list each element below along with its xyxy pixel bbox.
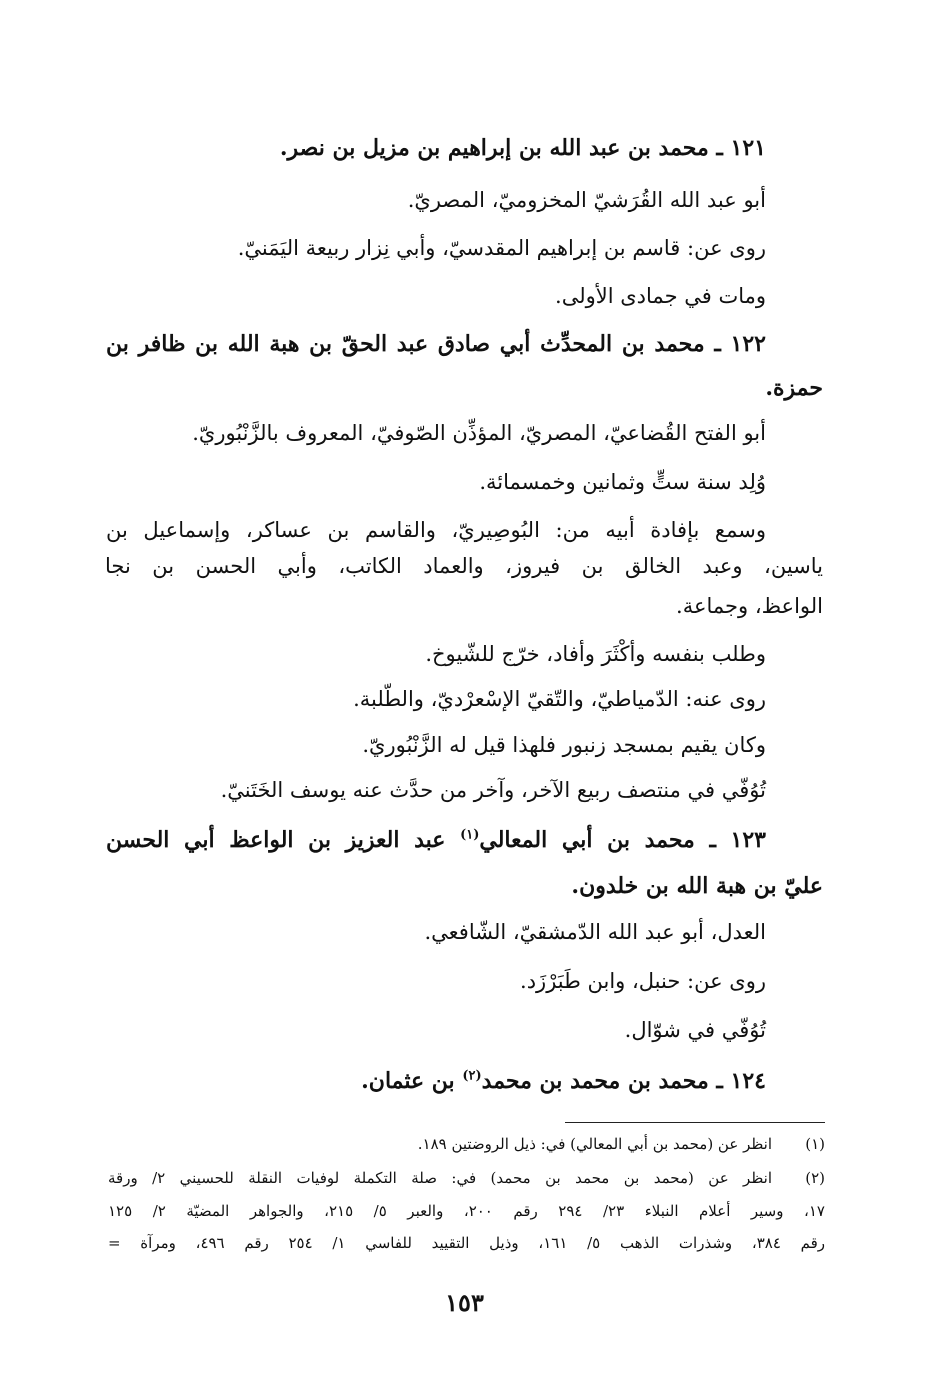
entry-123-line-2: روى عن: حنبل، وابن طَبَرْزَد. [520, 969, 766, 993]
entry-123-heading-line-2: عليّ بن هبة الله بن خلدون. [571, 873, 823, 899]
entry-124-heading-part-2: بن عثمان. [361, 1068, 463, 1094]
entry-122-line-5: الواعظ، وجماعة. [676, 594, 823, 618]
entry-122-line-7: روى عنه: الدّمياطيّ، والتّقيّ الإسْعرْديّ، والطّلبة. [353, 687, 766, 711]
footnote-ref-1: (١) [460, 827, 480, 843]
entry-122-line-9: تُوُفّي في منتصف ربيع الآخر، وآخر من حدَّث عنه يوسف الخَتَنيّ. [220, 778, 766, 802]
entry-121-heading: ١٢١ ـ محمد بن عبد الله بن إبراهيم بن مزيل بن نصر. [279, 135, 766, 161]
entry-122-heading-line-2: حمزة. [765, 375, 823, 401]
footnote-separator [565, 1122, 825, 1123]
entry-122-line-2: وُلِد سنة ستٍّ وثمانين وخمسمائة. [479, 470, 766, 494]
entry-124-heading [361, 1066, 766, 1096]
footnote-ref-2: (٢) [462, 1068, 482, 1084]
entry-124-heading-part-1: ١٢٤ ـ محمد بن محمد بن محمد [481, 1068, 766, 1094]
entry-122-line-3: وسمع بإفادة أبيه من: البُوصِيريّ، والقاسم بن عساكر، وإسماعيل بن [106, 518, 766, 542]
entry-121-line-3: ومات في جمادى الأولى. [555, 284, 766, 308]
entry-121-line-1: أبو عبد الله القُرَشيّ المخزوميّ، المصريّ. [407, 188, 766, 212]
entry-122-line-1: أبو الفتح القُضاعيّ، المصريّ، المؤذِّن الصّوفيّ، المعروف بالزَّنْبُوريّ. [192, 421, 766, 445]
entry-122-heading-line-1: ١٢٢ ـ محمد بن المحدِّث أبي صادق عبد الحقّ بن هبة الله بن ظافر بن [106, 331, 766, 357]
entry-122-line-4: ياسين، وعبد الخالق بن فيروز، والعماد الكاتب، وأبي الحسن بن نجا [105, 554, 823, 578]
entry-123-line-1: العدل، أبو عبد الله الدّمشقيّ، الشّافعي. [424, 920, 766, 944]
footnote-2-line-3: رقم ٣٨٤، وشذرات الذهب ٥/ ١٦١، وذيل التقييد للفاسي ١/ ٢٥٤ رقم ٤٩٦، ومرآة = [108, 1234, 825, 1252]
footnote-2-number: (٢) [805, 1169, 825, 1187]
footnote-2-line-1: انظر عن (محمد بن محمد بن محمد) في: صلة التكملة لوفيات النقلة للحسيني ٢/ ورقة [108, 1169, 772, 1187]
page-number: ١٥٣ [445, 1288, 484, 1317]
entry-122-line-6: وطلب بنفسه وأكْثَرَ وأفاد، خرّج للشّيوخ. [425, 642, 766, 666]
entry-121-line-2: روى عن: قاسم بن إبراهيم المقدسيّ، وأبي نِزار ربيعة اليَمَنيّ. [237, 236, 766, 260]
footnote-1-line-1: انظر عن (محمد بن أبي المعالي) في: ذيل الروضتين ١٨٩. [417, 1135, 772, 1153]
entry-123-heading-part-2: عبد العزيز بن الواعظ أبي الحسن [106, 827, 461, 853]
entry-123-line-3: تُوُفّي في شوّال. [624, 1018, 766, 1042]
entry-123-heading-part-1: ١٢٣ ـ محمد بن أبي المعالي [479, 827, 766, 853]
entry-123-heading-line-1 [106, 825, 766, 855]
footnote-2-line-2: ١٧، وسير أعلام النبلاء ٢٣/ ٢٩٤ رقم ٢٠٠، والعبر ٥/ ٢١٥، والجواهر المضيّة ٢/ ١٢٥ [108, 1202, 825, 1220]
entry-122-line-8: وكان يقيم بمسجد زنبور فلهذا قيل له الزَّنْبُوريّ. [362, 733, 766, 757]
footnote-1-number: (١) [805, 1135, 825, 1153]
